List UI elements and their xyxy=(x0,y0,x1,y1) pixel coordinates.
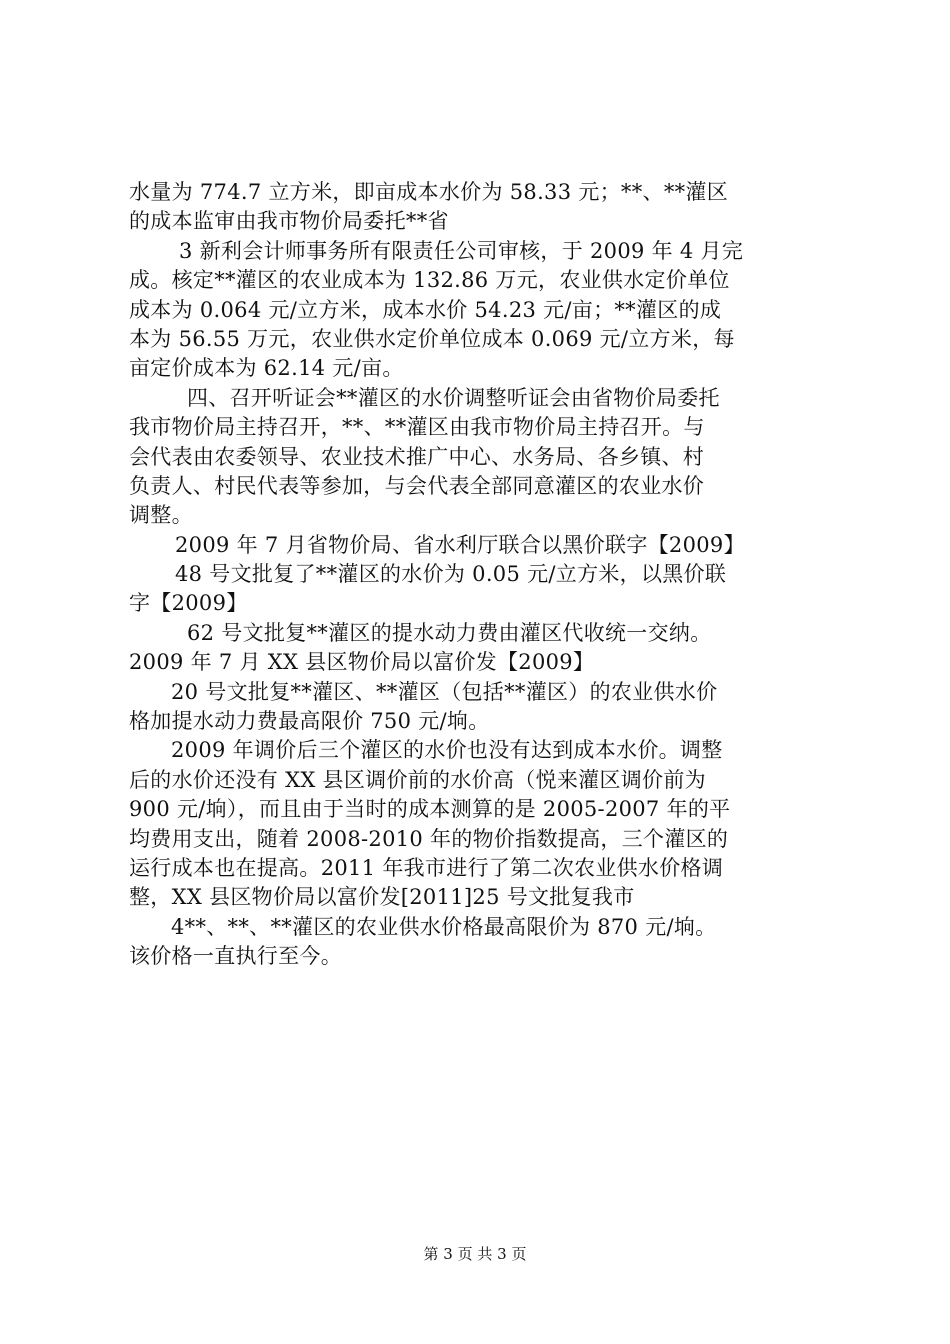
text-line: 2009 年调价后三个灌区的水价也没有达到成本水价。调整 xyxy=(171,738,723,763)
text-line: 2009 年 7 月 XX 县区物价局以富价发【2009】 xyxy=(129,650,595,675)
text-line: 900 元/垧），而且由于当时的成本测算的是 2005-2007 年的平 xyxy=(129,797,731,822)
text-line: 格加提水动力费最高限价 750 元/垧。 xyxy=(129,709,490,734)
text-line: 负责人、村民代表等参加，与会代表全部同意灌区的农业水价 xyxy=(129,473,705,498)
text-line: 均费用支出，随着 2008-2010 年的物价指数提高，三个灌区的 xyxy=(129,826,729,851)
text-line: 整，XX 县区物价局以富价发[2011]25 号文批复我市 xyxy=(129,885,635,910)
text-line: 成。核定**灌区的农业成本为 132.86 万元，农业供水定价单位 xyxy=(129,268,730,293)
text-line: 的成本监审由我市物价局委托**省 xyxy=(129,209,449,234)
text-line: 20 号文批复**灌区、**灌区（包括**灌区）的农业供水价 xyxy=(171,679,718,704)
text-line: 4**、**、**灌区的农业供水价格最高限价为 870 元/垧。 xyxy=(171,914,717,939)
body-text xyxy=(129,178,829,972)
page-number-footer: 第 3 页 共 3 页 xyxy=(423,1245,527,1263)
text-line: 亩定价成本为 62.14 元/亩。 xyxy=(129,356,404,381)
text-line: 会代表由农委领导、农业技术推广中心、水务局、各乡镇、村 xyxy=(129,444,705,469)
text-line: 3 新利会计师事务所有限责任公司审核，于 2009 年 4 月完 xyxy=(179,238,744,263)
text-line: 运行成本也在提高。2011 年我市进行了第二次农业供水价格调 xyxy=(129,855,724,880)
text-line: 字【2009】 xyxy=(129,591,248,616)
text-line: 成本为 0.064 元/立方米，成本水价 54.23 元/亩；**灌区的成 xyxy=(129,297,722,322)
text-line: 2009 年 7 月省物价局、省水利厅联合以黑价联字【2009】 xyxy=(175,532,745,557)
text-line: 水量为 774.7 立方米，即亩成本水价为 58.33 元；**、**灌区 xyxy=(129,180,729,204)
text-line: 48 号文批复了**灌区的水价为 0.05 元/立方米，以黑价联 xyxy=(175,562,727,587)
text-line: 调整。 xyxy=(129,503,193,528)
text-line: 该价格一直执行至今。 xyxy=(129,944,342,969)
text-line: 四、召开听证会**灌区的水价调整听证会由省物价局委托 xyxy=(187,385,720,410)
text-line: 62 号文批复**灌区的提水动力费由灌区代收统一交纳。 xyxy=(187,620,712,645)
text-line: 本为 56.55 万元，农业供水定价单位成本 0.069 元/立方米，每 xyxy=(129,326,735,351)
text-line: 我市物价局主持召开，**、**灌区由我市物价局主持召开。与 xyxy=(129,415,705,440)
text-line: 后的水价还没有 XX 县区调价前的水价高（悦来灌区调价前为 xyxy=(129,767,706,792)
